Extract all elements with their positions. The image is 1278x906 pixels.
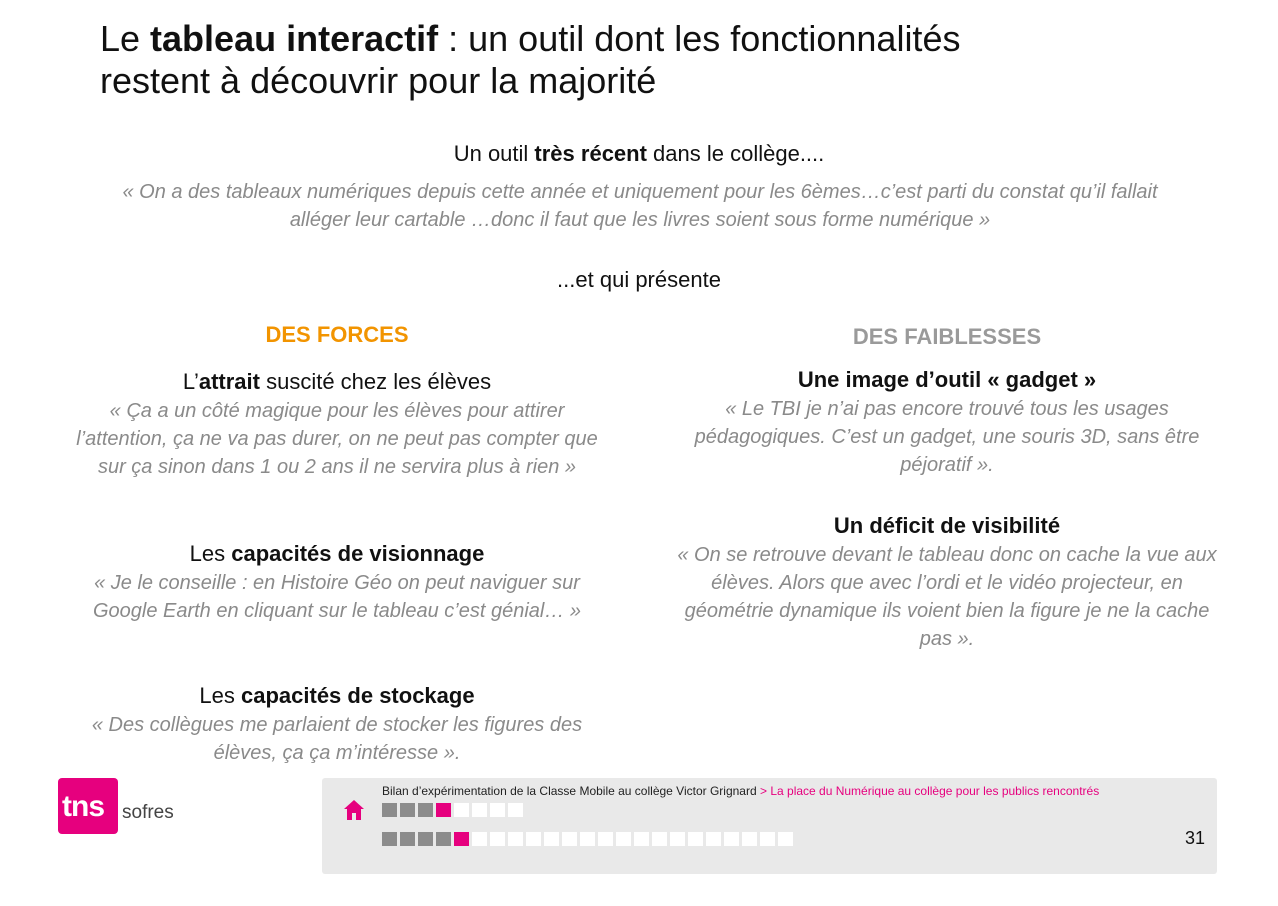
progress-square[interactable] — [688, 832, 703, 846]
progress-square[interactable] — [454, 832, 469, 846]
progress-square[interactable] — [634, 832, 649, 846]
force-1-quote: « Ça a un côté magique pour les élèves pour attirer l’attention, ça ne va pas durer, on ne peut pas compter que sur ça sinon dans 1 ou 2 ans il ne servira plus à rien » — [76, 400, 598, 478]
progress-square[interactable] — [418, 832, 433, 846]
progress-row-2 — [382, 832, 793, 846]
title-line-2: restent à découvrir pour la majorité — [100, 60, 657, 101]
progress-square[interactable] — [526, 832, 541, 846]
title-bold: tableau interactif — [150, 18, 439, 59]
force-2-quote: « Je le conseille : en Histoire Géo on peut naviguer sur Google Earth en cliquant sur le tableau c’est génial… » — [92, 572, 582, 622]
logo-box — [58, 778, 118, 834]
title-text: Le — [100, 18, 151, 59]
intro-quote: « On a des tableaux numériques depuis cette année et uniquement pour les 6èmes…c’est parti du constat qu’il fallait alléger leur cartable …donc il faut que les livres soient sous forme numérique » — [122, 181, 1158, 231]
progress-square[interactable] — [418, 803, 433, 817]
faiblesse-2-quote: « On se retrouve devant le tableau donc on cache la vue aux élèves. Alors que avec l’ordi et le vidéo projecteur, en géométrie dynamique ils voient bien la figure je ne la cache pas ». — [677, 544, 1217, 650]
progress-square[interactable] — [400, 803, 415, 817]
progress-square[interactable] — [382, 832, 397, 846]
progress-square[interactable] — [508, 803, 523, 817]
progress-square[interactable] — [580, 832, 595, 846]
progress-square[interactable] — [670, 832, 685, 846]
page-number: 31 — [1184, 828, 1205, 848]
footer-breadcrumb-link[interactable]: > La place du Numérique au collège pour les publics rencontrés — [756, 784, 1100, 798]
progress-square[interactable] — [454, 803, 469, 817]
tns-sofres-logo — [58, 778, 178, 838]
progress-square[interactable] — [652, 832, 667, 846]
progress-square[interactable] — [760, 832, 775, 846]
progress-square[interactable] — [436, 832, 451, 846]
force-2-title: Les capacités de visionnage — [189, 541, 485, 566]
faiblesses-heading: DES FAIBLESSES — [852, 324, 1042, 349]
transition-text: ...et qui présente — [557, 267, 721, 292]
faiblesse-1-quote: « Le TBI je n’ai pas encore trouvé tous les usages pédagogiques. C’est un gadget, une souris 3D, sans être péjoratif ». — [694, 398, 1200, 476]
progress-square[interactable] — [436, 803, 451, 817]
progress-square[interactable] — [472, 803, 487, 817]
faiblesse-1-title: Une image d’outil « gadget » — [797, 367, 1097, 392]
progress-square[interactable] — [778, 832, 793, 846]
progress-square[interactable] — [724, 832, 739, 846]
footer-bar — [322, 778, 1217, 874]
progress-square[interactable] — [472, 832, 487, 846]
force-3-title: Les capacités de stockage — [199, 683, 475, 708]
progress-square[interactable] — [742, 832, 757, 846]
progress-row-1 — [382, 803, 523, 817]
logo-name: sofres — [122, 802, 174, 823]
progress-square[interactable] — [490, 803, 505, 817]
faiblesse-2-title: Un déficit de visibilité — [833, 513, 1061, 538]
title-text-2: : un outil dont les fonctionnalités — [438, 18, 961, 59]
slide-title — [100, 18, 1200, 102]
force-1-title: L’attrait suscité chez les élèves — [182, 369, 492, 394]
progress-square[interactable] — [598, 832, 613, 846]
progress-square[interactable] — [382, 803, 397, 817]
forces-heading: DES FORCES — [265, 322, 409, 347]
progress-square[interactable] — [544, 832, 559, 846]
home-icon[interactable] — [342, 798, 366, 822]
progress-square[interactable] — [616, 832, 631, 846]
logo-brand: tns — [62, 790, 104, 823]
progress-square[interactable] — [490, 832, 505, 846]
progress-square[interactable] — [400, 832, 415, 846]
footer-breadcrumb-text: Bilan d’expérimentation de la Classe Mobile au collège Victor Grignard — [382, 784, 757, 798]
intro-heading: Un outil très récent dans le collège.... — [453, 141, 825, 166]
progress-square[interactable] — [562, 832, 577, 846]
force-3-quote: « Des collègues me parlaient de stocker les figures des élèves, ça ça m’intéresse ». — [91, 714, 583, 764]
progress-square[interactable] — [508, 832, 523, 846]
progress-square[interactable] — [706, 832, 721, 846]
footer-breadcrumb — [382, 784, 1099, 798]
